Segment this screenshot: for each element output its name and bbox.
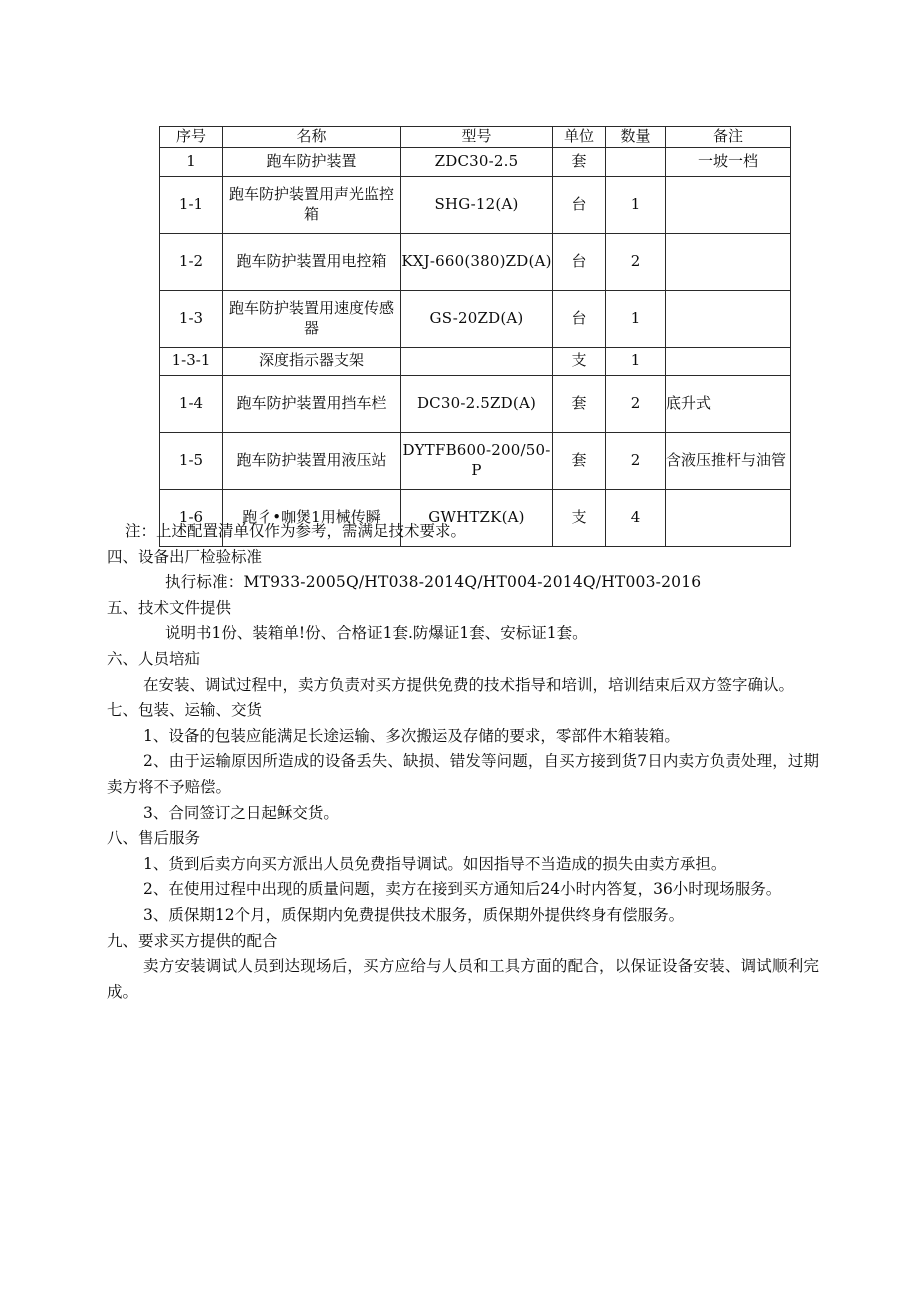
cell-no: 1-3-1 [160,347,223,375]
section-4-standards: 执行标准：MT933-2005Q/HT038-2014Q/HT004-2014Q/HT003-2016 [165,573,702,592]
section-6-title: 六、人员培疝 [107,649,201,668]
cell-qty: 2 [606,432,666,489]
section-7-title: 七、包装、运输、交货 [107,701,263,720]
table-row [160,375,791,432]
cell-unit: 台 [553,233,606,290]
column-header-qty: 数量 [606,127,666,148]
cell-no: 1-2 [160,233,223,290]
section-5-documents: 说明书1份、装箱单!份、合格证1套.防爆证1套、安标证1套。 [165,624,588,643]
cell-name: 跑车防护装置用液压站 [223,432,401,489]
table-header [160,127,791,148]
section-4-title: 四、设备出厂检验标准 [107,547,263,566]
cell-qty: 1 [606,347,666,375]
section-5-title: 五、技术文件提供 [107,598,232,617]
section-8-item-1: 1、货到后卖方向买方派出人员免费指导调试。如因指导不当造成的损失由卖方承担。 [143,854,727,873]
table-footnote: 注：上述配置清单仅作为参考，需满足技术要求。 [125,522,467,540]
cell-name: 跑车防护装置用声光监控箱 [223,176,401,233]
cell-unit: 台 [553,176,606,233]
cell-note [666,347,791,375]
table-row [160,233,791,290]
cell-note: 一坡一档 [666,147,791,176]
section-8-title: 八、售后服务 [107,829,201,848]
cell-note [666,290,791,347]
cell-no: 1-3 [160,290,223,347]
document-body [107,519,819,1005]
cell-model: DYTFB600-200/50-P [401,432,553,489]
cell-name: 深度指示器支架 [223,347,401,375]
cell-qty [606,147,666,176]
equipment-table-container [159,126,790,547]
cell-no: 1-5 [160,432,223,489]
cell-name: 跑车防护装置用电控箱 [223,233,401,290]
section-7-item-2: 2、由于运输原因所造成的设备丢失、缺损、错发等问题，自买方接到货7日内卖方负责处理，过期卖方将不予赔偿。 [107,752,819,796]
column-header-note: 备注 [666,127,791,148]
cell-model [401,347,553,375]
section-7-item-1: 1、设备的包装应能满足长途运输、多次搬运及存储的要求，零部件木箱装箱。 [143,726,680,745]
cell-model: GWHTZK(A) [401,489,553,546]
table-row [160,290,791,347]
cell-unit: 套 [553,432,606,489]
cell-model: KXJ-660(380)ZD(A) [401,233,553,290]
column-header-model: 型号 [401,127,553,148]
section-9-cooperation: 卖方安装调试人员到达现场后，买方应给与人员和工具方面的配合，以保证设备安装、调试顺利完成。 [107,957,819,1001]
cell-unit: 台 [553,290,606,347]
table-row [160,176,791,233]
cell-note [666,176,791,233]
cell-qty: 1 [606,176,666,233]
cell-model: DC30-2.5ZD(A) [401,375,553,432]
cell-model: GS-20ZD(A) [401,290,553,347]
equipment-spec-table [159,126,791,547]
section-8-item-2: 2、在使用过程中出现的质量问题，卖方在接到买方通知后24小时内答复，36小时现场服务。 [143,880,782,899]
cell-model: SHG-12(A) [401,176,553,233]
column-header-unit: 单位 [553,127,606,148]
column-header-name: 名称 [223,127,401,148]
table-row [160,147,791,176]
section-6-training: 在安装、调试过程中，卖方负责对买方提供免费的技术指导和培训，培训结束后双方签字确认。 [143,675,795,694]
cell-no: 1 [160,147,223,176]
column-header-no: 序号 [160,127,223,148]
cell-no: 1-6 [160,489,223,546]
cell-note: 底升式 [666,375,791,432]
cell-unit: 套 [553,375,606,432]
cell-note: 含液压推杆与油管 [666,432,791,489]
cell-qty: 1 [606,290,666,347]
section-9-title: 九、要求买方提供的配合 [107,931,278,950]
cell-qty: 2 [606,233,666,290]
cell-no: 1-1 [160,176,223,233]
section-8-item-3: 3、质保期12个月，质保期内免费提供技术服务，质保期外提供终身有偿服务。 [143,905,685,924]
cell-note [666,233,791,290]
cell-name: 跑车防护装置用挡车栏 [223,375,401,432]
table-body [160,147,791,546]
cell-unit: 套 [553,147,606,176]
cell-name: 跑车防护装置用速度传感器 [223,290,401,347]
cell-unit: 支 [553,489,606,546]
cell-unit: 支 [553,347,606,375]
cell-no: 1-4 [160,375,223,432]
table-row [160,347,791,375]
cell-name: 跑彳•咖煲1用械传瞬 [223,489,401,546]
cell-qty: 4 [606,489,666,546]
cell-name: 跑车防护装置 [223,147,401,176]
cell-model: ZDC30-2.5 [401,147,553,176]
cell-qty: 2 [606,375,666,432]
section-7-item-3: 3、合同签订之日起稣交货。 [143,803,339,822]
table-header-row [160,127,791,148]
table-row [160,432,791,489]
